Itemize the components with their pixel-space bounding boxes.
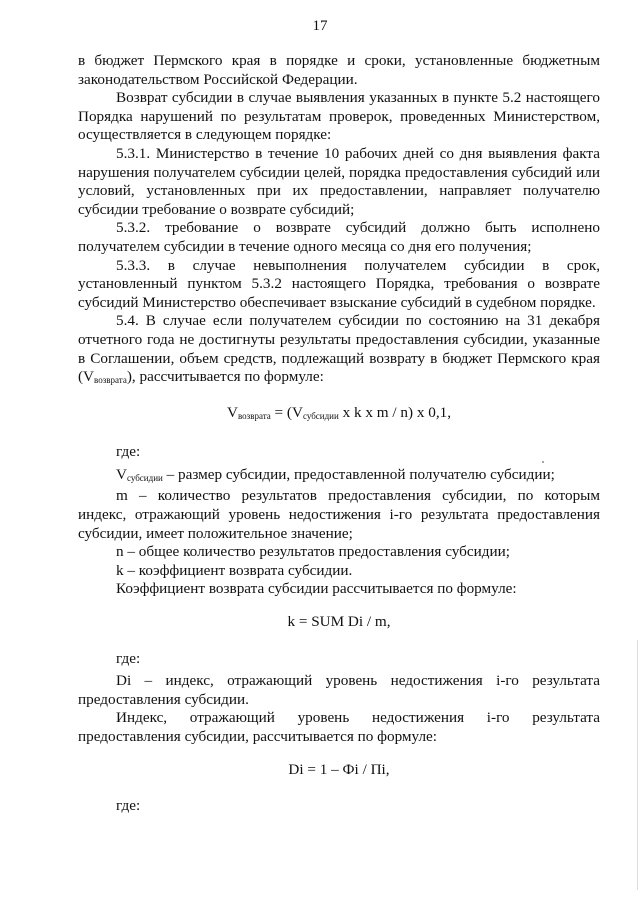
paragraph-5-3-1: 5.3.1. Министерство в течение 10 рабочих дней со дня выявления факта нарушения получателем субсидии целей, порядка предоставления субсидий или условий, установленных при их предоставлении, направляет получателю субсидии требование о возврате субсидий; (78, 144, 600, 218)
definition-v-subsidy (78, 466, 600, 488)
definition-v-subscript: субсидии (126, 472, 163, 483)
paragraph-5-4-main: 5.4. В случае если получателем субсидии по состоянию на 31 декабря отчетного года не достигнуты результаты предоставления субсидии, указанные в Соглашении, объем средств, подлежащий возврату в бюджет Пермского края (V (78, 312, 600, 386)
formula-di: Di = 1 – Фi / Пi, (288, 760, 390, 778)
definition-v-prefix: V (116, 465, 127, 483)
paragraph-k-intro: Коэффициент возврата субсидии рассчитывается по формуле: (116, 580, 517, 598)
definition-m: m – количество результатов предоставления субсидии, по которым индекс, отражающий уровень недостижения i-го результата предоставления субсидии, имеет положительное значение; (78, 487, 600, 542)
formula-1-middle: = (V (270, 403, 303, 421)
formula-1-v-subscript: возврата (237, 410, 271, 421)
scan-speck (542, 461, 544, 463)
definition-k: k – коэффициент возврата субсидии. (116, 561, 353, 579)
document-body (78, 52, 600, 816)
page-number: 17 (312, 18, 328, 34)
where-label-1: где: (116, 443, 141, 461)
scan-edge-line (637, 640, 638, 890)
paragraph-return-order: Возврат субсидии в случае выявления указанных в пункте 5.2 настоящего Порядка нарушений по результатам проверок, проведенных Министерством, осуществляется в следующем порядке: (78, 89, 600, 144)
paragraph-budget-return: в бюджет Пермского края в порядке и сроки, установленные бюджетным законодательством Российской Федерации. (78, 52, 600, 88)
definition-di: Di – индекс, отражающий уровень недостижения i-го результата предоставления субсидии. (78, 672, 600, 708)
paragraph-5-3-3: 5.3.3. в случае невыполнения получателем субсидии в срок, установленный пунктом 5.3.2 настоящего Порядка, требования о возврате субсидий Министерство обеспечивает взыскание субсидий в судебном порядке. (78, 256, 600, 311)
paragraph-di-intro: Индекс, отражающий уровень недостижения i-го результата предоставления субсидии, рассчитывается по формуле: (78, 709, 600, 745)
paragraph-5-3-2: 5.3.2. требование о возврате субсидий должно быть исполнено получателем субсидии в течение одного месяца со дня его получения; (78, 219, 600, 255)
formula-1-v: V (226, 403, 238, 421)
where-label-3: где: (116, 797, 141, 815)
formula-1-subsidy-subscript: субсидии (302, 410, 339, 421)
paragraph-5-4-tail: ), рассчитывается по формуле: (126, 368, 324, 386)
paragraph-5-4 (78, 312, 600, 389)
formula-1-tail: x k x m / n) x 0,1, (338, 403, 452, 421)
definition-n: n – общее количество результатов предоставления субсидии; (116, 543, 510, 561)
where-label-2: где: (116, 649, 141, 667)
formula-return-volume (78, 404, 600, 426)
definition-v-text: – размер субсидии, предоставленной получателю субсидии; (162, 465, 555, 483)
formula-k: k = SUM Di / m, (287, 613, 391, 631)
paragraph-5-4-subscript: возврата (94, 375, 127, 386)
